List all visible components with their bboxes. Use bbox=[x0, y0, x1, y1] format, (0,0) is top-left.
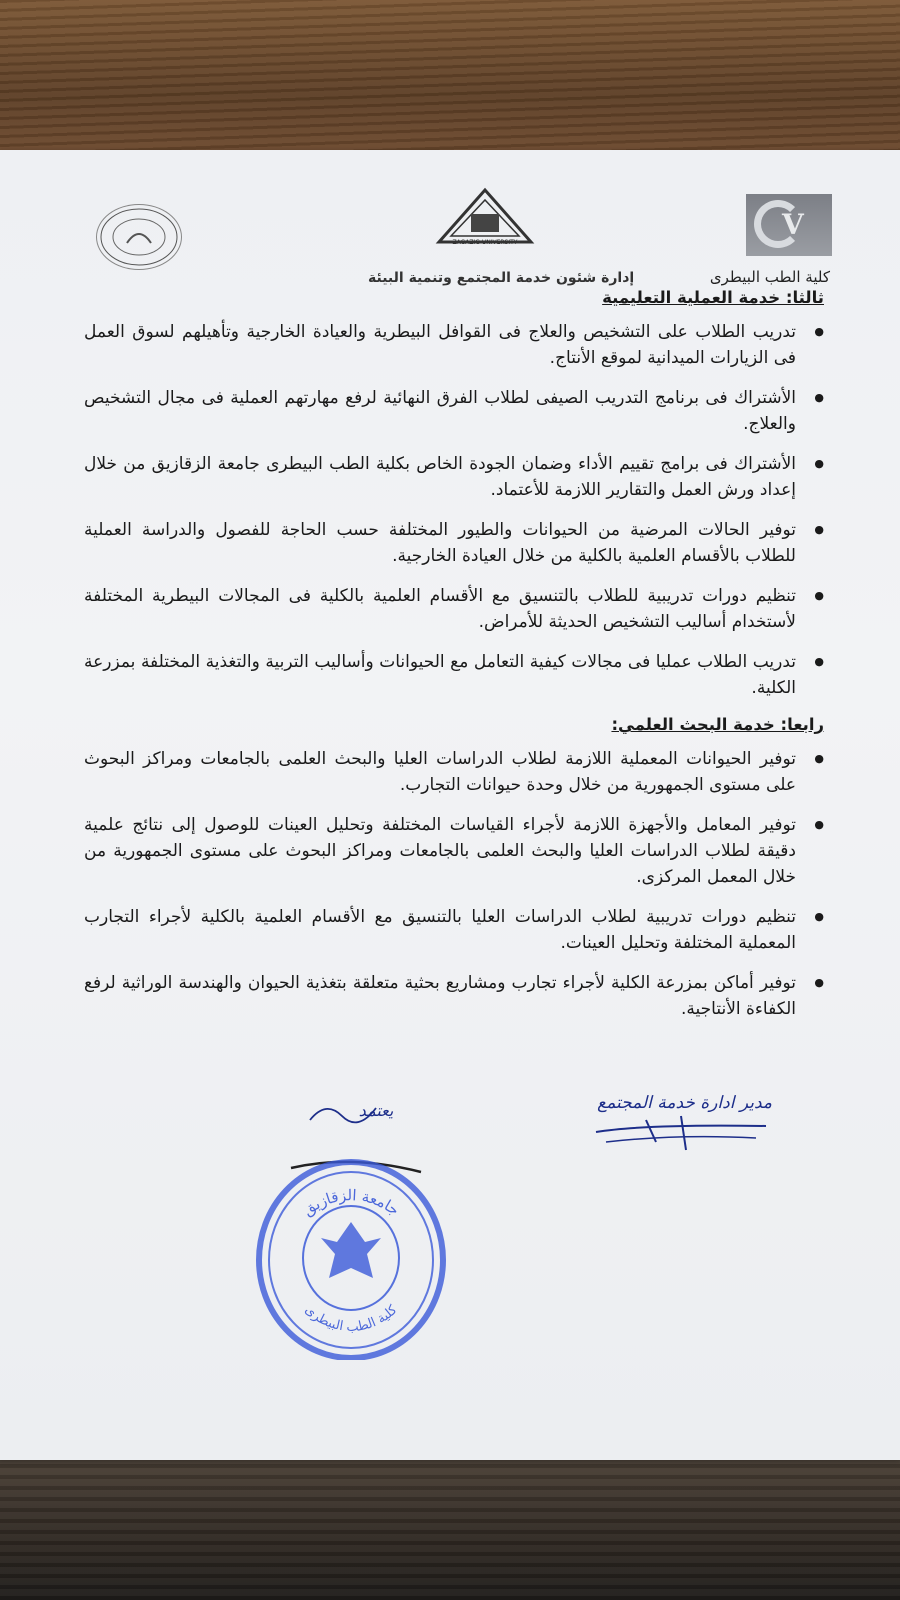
veterinary-v-icon: V bbox=[782, 208, 804, 241]
director-signature bbox=[586, 1080, 776, 1160]
college-name: كلية الطب البيطرى bbox=[709, 268, 830, 286]
eagle-icon bbox=[321, 1222, 381, 1278]
list-item: ● توفير أماكن بمزرعة الكلية لأجراء تجارب ومشاريع بحثية متعلقة بتغذية الحيوان والهندسة الوراثية لرفع الكفاءة الأنتاجية. bbox=[84, 970, 824, 1022]
section-heading-research: رابعا: خدمة البحث العلمي: bbox=[611, 715, 824, 734]
approval-signature bbox=[306, 1090, 396, 1130]
educational-services-list bbox=[84, 319, 824, 701]
list-item: ● تدريب الطلاب عمليا فى مجالات كيفية التعامل مع الحيوانات وأساليب التربية والتغذية المختلفة بمزرعة الكلية. bbox=[84, 649, 824, 701]
letterhead bbox=[0, 170, 900, 290]
wood-background-bottom bbox=[0, 1458, 900, 1600]
list-item: ● توفير الحيوانات المعملية اللازمة لطلاب الدراسات العليا والبحث العلمى بالجامعات ومراكز البحوث على مستوى الجمهورية من خلال وحدة حيوانات التجارب. bbox=[84, 746, 824, 798]
faculty-logo bbox=[746, 194, 832, 256]
list-item: ● تنظيم دورات تدريبية للطلاب بالتنسيق مع الأقسام العلمية بالكلية فى المجالات البيطرية المختلفة لأستخدام أساليب التشخيص الحديثة للأمراض. bbox=[84, 583, 824, 635]
svg-text:جامعة الزقازيق bbox=[299, 1186, 403, 1219]
list-item: ● توفير الحالات المرضية من الحيوانات والطيور المختلفة حسب الحاجة للفصول والدراسة العملية للطلاب بالأقسام العلمية بالكلية من خلال العيادة الخارجية. bbox=[84, 517, 824, 569]
department-name: إدارة شئون خدمة المجتمع وتنمية البيئة bbox=[368, 270, 635, 286]
document-body bbox=[84, 288, 824, 1036]
approval-signature-title: يعتمد bbox=[358, 1101, 394, 1120]
section-heading-educational: ثالثا: خدمة العملية التعليمية bbox=[602, 288, 824, 307]
list-item: ● الأشتراك فى برنامج التدريب الصيفى لطلاب الفرق النهائية لرفع مهارتهم العملية فى مجال التشخيص والعلاج. bbox=[84, 385, 824, 437]
quality-assurance-seal bbox=[96, 204, 182, 270]
list-item: ● تدريب الطلاب على التشخيص والعلاج فى القوافل البيطرية والعيادة الخارجية وتأهيلهم لسوق العمل فى الزيارات الميدانية لموقع الأنتاج. bbox=[84, 319, 824, 371]
list-item: ● الأشتراك فى برامج تقييم الأداء وضمان الجودة الخاص بكلية الطب البيطرى جامعة الزقازيق من خلال إعداد ورش العمل والتقارير اللازمة للأعتماد. bbox=[84, 451, 824, 503]
university-logo-text: ZAGAZIG UNIVERSITY bbox=[452, 239, 518, 246]
wood-background-top bbox=[0, 0, 900, 160]
research-services-list bbox=[84, 746, 824, 1022]
document-page bbox=[0, 150, 900, 1460]
stamp-bottom-text: كلية الطب البيطرى bbox=[301, 1302, 401, 1336]
university-stamp bbox=[251, 1150, 451, 1360]
stamp-top-text: جامعة الزقازيق bbox=[299, 1186, 403, 1220]
list-item: ● توفير المعامل والأجهزة اللازمة لأجراء القياسات المختلفة وتحليل العينات للوصول إلى نتائج علمية دقيقة لطلاب الدراسات العليا والبحث العلمى بالجامعات ومراكز البحوث على مستوى الجمهورية من خلال المعمل المركزى. bbox=[84, 812, 824, 890]
svg-text:كلية الطب البيطرى bbox=[302, 1302, 401, 1335]
university-logo bbox=[433, 186, 537, 248]
list-item: ● تنظيم دورات تدريبية لطلاب الدراسات العليا بالتنسيق مع الأقسام العلمية بالكلية لأجراء التجارب المعملية المختلفة وتحليل العينات. bbox=[84, 904, 824, 956]
director-signature-title: مدير ادارة خدمة المجتمع bbox=[597, 1093, 772, 1113]
